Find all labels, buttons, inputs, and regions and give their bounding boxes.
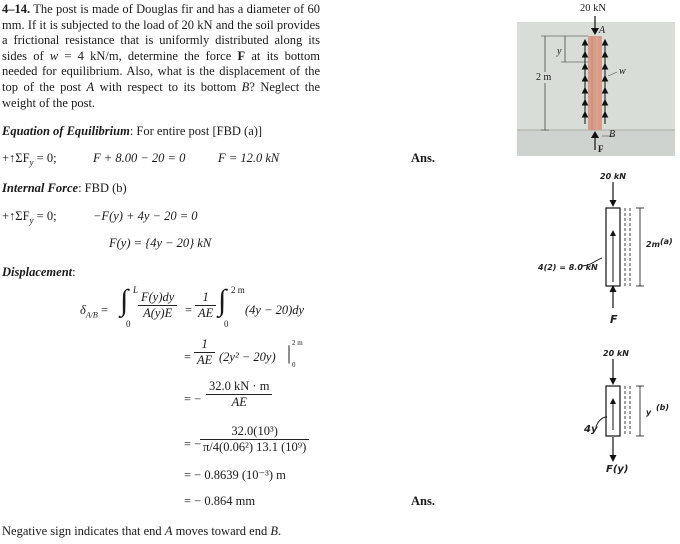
evaluation-bar: |	[287, 342, 292, 364]
load-label: 20 kN	[580, 3, 606, 14]
fbd-b-length-label: y	[646, 408, 652, 417]
delta-lhs: $\delta_{A/B}$ =	[80, 303, 108, 320]
fbd-b-force-label: F(y)	[606, 464, 629, 475]
integral-1-lower: 0	[126, 319, 131, 329]
fbd-b-load-label: 20 kN	[603, 349, 629, 358]
integral-1-upper: L	[133, 285, 139, 295]
evaluated-expression: (2y² − 20y)	[219, 350, 276, 364]
integral-2-upper: 2 m	[231, 285, 245, 295]
evaluation-lower: 0	[292, 361, 296, 369]
equals-2: =	[184, 350, 192, 364]
integral-sign-1: ∫	[120, 284, 129, 317]
height-label: 2 m	[536, 72, 552, 83]
fbd-a-length-label: 2m	[646, 240, 660, 249]
fbd-a-force-label: F	[610, 313, 618, 326]
internal-sum: $+↑\Sigma F_y = 0$;	[2, 209, 57, 226]
displacement-value-final: = − 0.864 mm	[184, 494, 256, 508]
fraction-3: $\frac{1}{AE}$	[194, 337, 215, 368]
internal-result: F(y) = {4y − 20} kN	[109, 236, 212, 250]
fraction-1: $\frac{F(y)dy}{A(y)E}$	[138, 290, 177, 321]
answer-label-2: Ans.	[411, 494, 435, 508]
answer-label-1: Ans.	[411, 151, 435, 165]
fraction-4: $\frac{32.0 kN \cdot m}{AE}$	[206, 379, 272, 410]
top-point-label: A	[599, 25, 606, 36]
equilibrium-sum: $+↑\Sigma F_y = 0$;	[2, 151, 57, 168]
y-label: y	[557, 46, 562, 57]
fraction-5: $\frac{\text{32.0(10³)}}{\text{π/4(0.06²) 13.1 (10⁹)}}$	[200, 424, 309, 455]
equilibrium-heading: Equation of Equilibrium: For entire post [FBD (a)]	[2, 124, 263, 138]
displacement-value-exact: = − 0.8639 (10⁻³) m	[184, 468, 286, 482]
fbd-a-load-label: 20 kN	[600, 172, 626, 181]
fraction-2: $\frac{1}{AE}$	[195, 290, 216, 321]
integral-2-lower: 0	[224, 319, 229, 329]
conclusion: Negative sign indicates that end A moves toward end B.	[2, 524, 282, 538]
fbd-a-tag: (a)	[660, 237, 673, 246]
bottom-force-label: F	[598, 144, 604, 154]
equals-3: = −	[184, 392, 202, 406]
fbd-a-friction-label: 4(2) = 8.0 kN	[538, 263, 598, 272]
evaluation-upper: 2 m	[292, 339, 303, 347]
post	[588, 36, 602, 130]
internal-equation: −F(y) + 4y − 20 = 0	[93, 209, 198, 223]
equals-4: = −	[184, 437, 202, 451]
equilibrium-result: F = 12.0 kN	[218, 151, 280, 165]
fbd-b-tag: (b)	[656, 403, 670, 412]
integral-sign-2: ∫	[218, 284, 227, 317]
equals-1: =	[185, 303, 193, 317]
fbd-b-friction-label: 4y	[584, 424, 598, 435]
integrand: (4y − 20)dy	[245, 303, 305, 317]
problem-statement: 4–14. The post is made of Douglas fir and has a diameter of 60 mm. If it is subjected to the load of 20 kN and the soil provides a frictional resistance that is uniformly distributed along its sides of w = 4 kN/m, determine the force F at its bottom needed for equilibrium. Also, what is the displacement of the top of the post A with respect to its bottom B? Neglect the weight of the post.	[2, 2, 321, 110]
fbd-b-friction-leader	[596, 417, 607, 427]
internal-heading: Internal Force: FBD (b)	[2, 181, 127, 195]
equilibrium-equation: F + 8.00 − 20 = 0	[93, 151, 186, 165]
problem-number: 4–14.	[2, 2, 31, 16]
fbd-a	[530, 170, 680, 330]
displacement-heading: Displacement:	[2, 265, 76, 279]
bottom-point-label: B	[609, 129, 616, 140]
w-label: w	[619, 66, 626, 77]
